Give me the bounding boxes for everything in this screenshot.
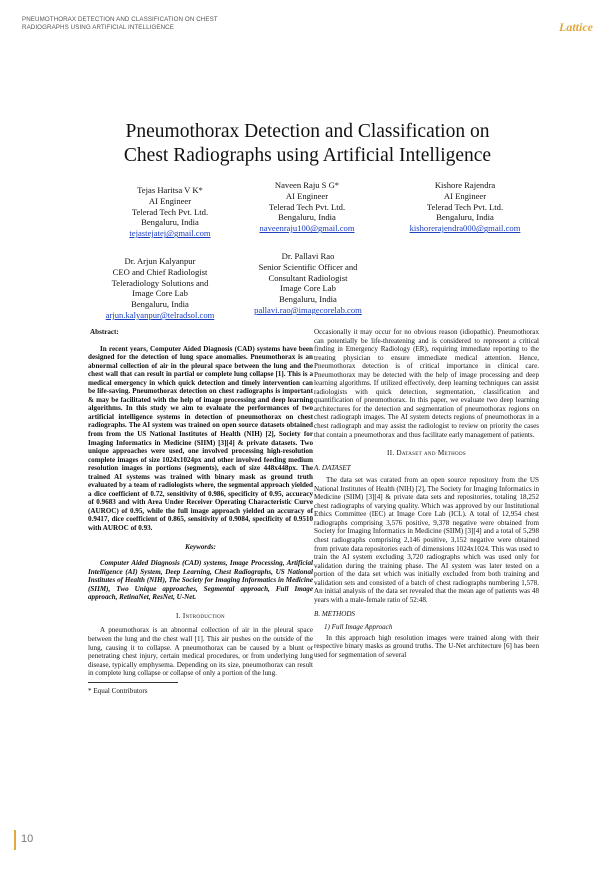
author-place: Bengaluru, India (141, 217, 199, 228)
right-column (314, 328, 539, 659)
author-place: Bengaluru, India (279, 294, 337, 305)
dataset-subheading: A. DATASET (314, 463, 351, 472)
author-block (95, 185, 245, 239)
keywords-heading: Keywords: (185, 542, 216, 551)
journal-brand: Lattice (559, 20, 593, 34)
abstract-heading: Abstract: (90, 328, 119, 336)
abstract-text: In recent years, Computer Aided Diagnosis (CAD) systems have been designed for the detection of lung space anomalies. Pneumothorax is an abnormal collection of air in the pleural space between the lung and the chest wall that can result in partial or complete lung collapse [1]. This is a medical emergency in which quick detection and timely intervention can be life-saving. Pneumothorax detection on chest radiographs is important & may be facilitated with the help of image processing and deep learning algorithms. In this study we aim to evaluate the performances of two artificial intelligence systems in detection of pneumothorax on chest radiographs. The AI system was trained on open source datasets obtained from from the US National Institutes of Health (NIH) [2], Society for Imaging Informatics in Medicine (SIIM) [3][4] & private datasets. Two unique approaches were used, one involved processing high-resolution complete images of size 1024x1024px and other involved feeding medium resolution images in portions (segments), each of size 448x448px. The trained AI systems was trained with binary mask as ground truth evaluated by a team of radiologists where, the segmental approach yielded a dice coefficient of 0.72, sensitivity of 0.986, specificity of 0.95, accuracy of 0.9683 and with Area Under Receiver Operating Characteristic Curve (AUROC) of 0.95, while the full image approach yielded an accuracy of 0.9417, dice coefficient of 0.865, sensitivity of 0.9084, specificity of 0.9510 with AUROC of 0.93. (88, 344, 313, 533)
author-place: Bengaluru, India (278, 212, 336, 223)
author-email-link[interactable]: tejastejatej@gmail.com (129, 228, 211, 239)
page-accent-bar (14, 830, 16, 850)
author-email-link[interactable]: arjun.kalyanpur@telradsol.com (105, 309, 215, 320)
title-line-1: Pneumothorax Detection and Classification on (125, 121, 490, 142)
paper-title (40, 120, 575, 168)
author-org: Image Core Lab (280, 283, 336, 294)
author-place: Bengaluru, India (436, 212, 494, 223)
author-org: Teleradiology Solutions and (111, 277, 209, 288)
author-role: CEO and Chief Radiologist (112, 266, 208, 277)
intro-paragraph-continued: Occasionally it may occur for no obvious reason (idiopathic). Pneumothorax can potentially be life-threatening and is considered to represent a critical finding in Emergency Radiology (ER), requiring immediate reporting to the treating physician to ensure immediate medical attention. Hence, Pneumothorax detection is of critical importance in clinical care. Pneumothorax may be detected with the help of image processing and deep learning algorithms. If utilized effectively, deep learning techniques can assist radiologists with quick detection, segmentation, classification and quantification of pneumothorax. In this paper, we evaluate two deep learning architectures for the detection and segmentation of pneumothorax regions on chest radiograph images. The AI system detects regions of pneumothorax in a chest radiograph and may assist the radiologist to review on priority the cases that contain a pneumothorax and thus facilitate early management of patients. (314, 328, 539, 439)
author-block (228, 251, 388, 316)
author-name: Tejas Haritsa V K* (137, 185, 203, 195)
author-block (232, 180, 382, 234)
author-name: Naveen Raju S G* (274, 180, 340, 190)
author-block (390, 180, 540, 234)
introduction-heading: I. Introduction (176, 611, 225, 620)
author-role: Senior Scientific Officer and (258, 261, 358, 272)
author-email-link[interactable]: naveenraju100@gmail.com (259, 223, 355, 234)
full-image-approach-subheading: 1) Full Image Approach (324, 622, 393, 631)
author-org: Telerad Tech Pvt. Ltd. (131, 206, 209, 217)
left-column (88, 328, 313, 695)
author-block (80, 256, 240, 321)
dataset-paragraph: The data set was curated from an open source repository from the US National Institutes of Health (NIH) [2], The Society for Imaging Informatics in Medicine (SIIM) [3][4] & private data sets and repositories, totaling 18,252 chest radiographs of varying quality. Which was approved by our Institutional Ethics Committee (IEC) at Image Core Lab (ICL). A total of 12,954 chest radiographs comprising 3,576 positive, 9,378 negative were obtained from Society for Imaging Informatics in Medicine (SIIM) [3][4] and a total of 5,298 chest radiographs comprising 2,146 positive, 3,152 negative were obtained from private data repositories each of dimensions 1024x1024. This was used to train the AI system excluding 3,720 radiographs which was used only for validation during the training phase. The AI system was later tested on a portion of the data set which was initially excluded from both training and validation sets and consisted of a batch of chest radiographs numbering 1,578. An initial analysis of the data set revealed that the mean age of patients was 48 years with a male-female ratio of 52:48. (314, 476, 539, 604)
author-name: Dr. Arjun Kalyanpur (124, 256, 196, 266)
author-name: Dr. Pallavi Rao (281, 251, 335, 261)
footnote (88, 682, 178, 696)
author-org: Telerad Tech Pvt. Ltd. (426, 201, 504, 212)
author-org: Image Core Lab (132, 288, 188, 299)
author-email-link[interactable]: kishorerajendra000@gmail.com (409, 223, 521, 234)
footnote-text: * Equal Contributors (88, 686, 148, 695)
author-role: AI Engineer (443, 190, 487, 201)
author-place: Bengaluru, India (131, 299, 189, 310)
page-number: 10 (21, 833, 34, 845)
author-role: AI Engineer (285, 190, 329, 201)
title-line-2: Chest Radiographs using Artificial Intelligence (123, 145, 492, 166)
full-image-approach-paragraph: In this approach high resolution images were trained along with their respective binary masks as ground truths. The U-Net architecture [6] has been used for segmentation of several (314, 633, 539, 659)
author-role: AI Engineer (148, 195, 192, 206)
author-org: Telerad Tech Pvt. Ltd. (268, 201, 346, 212)
intro-paragraph: A pneumothorax is an abnormal collection of air in the pleural space between the lung and the chest wall [1]. This air pushes on the outside of the lung, causing it to collapse. A pneumothorax can be caused by a blunt or penetrating chest injury, certain medical procedures, or from underlying lung disease, typically emphysema. Depending on its size, pneumothorax can result in complete lung collapse or collapse of only a portion of the lung. (88, 626, 313, 678)
methods-subheading: B. METHODS (314, 610, 355, 619)
keywords-text: Computer Aided Diagnosis (CAD) systems, Image Processing, Artificial Intelligence (AI) System, Deep Learning, Chest Radiographs, US National Institutes of Health (NIH), The Society for Imaging Informatics in Medicine (SIIM), Two Unique approaches, Segmental approach, Full Image approach, RetinaNet, ResNet, U-Net. (88, 559, 313, 602)
author-org: Consultant Radiologist (268, 272, 348, 283)
author-email-link[interactable]: pallavi.rao@imagecorelab.com (254, 304, 362, 315)
running-title: PNEUMOTHORAX DETECTION AND CLASSIFICATION ON CHEST RADIOGRAPHS USING ARTIFICIAL INTELLIGENCE (22, 16, 218, 31)
dataset-methods-heading: II. Dataset and Methods (387, 449, 466, 458)
author-name: Kishore Rajendra (434, 180, 496, 190)
